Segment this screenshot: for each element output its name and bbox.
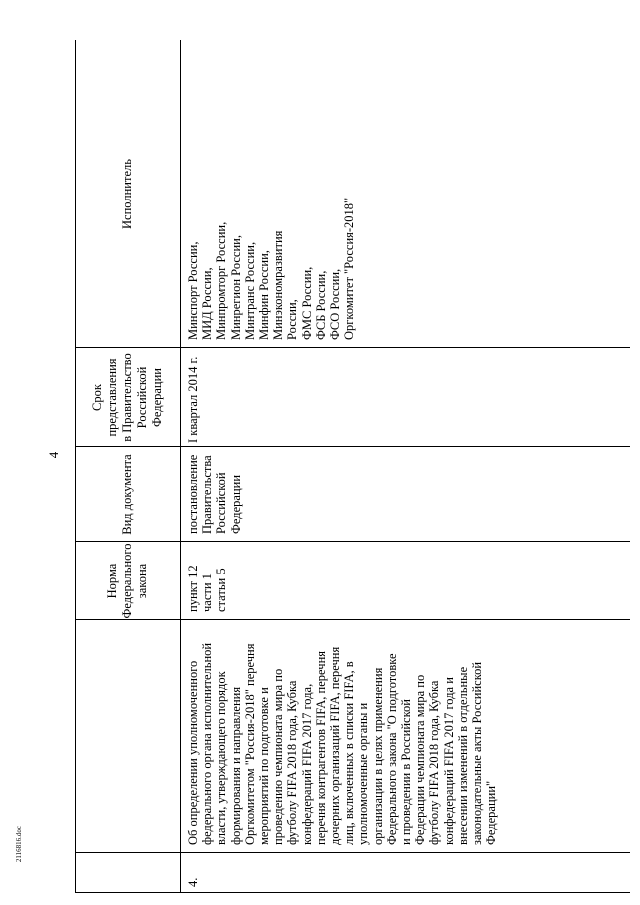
- row-executor: Минспорт России, МИД России, Минпромторг России, Минрегион России, Минтранс России, Минфин России, Минэкономразвития России, ФМС России, ФСБ России, ФСО России, Оргкомитет "Россия-2018": [186, 197, 357, 340]
- table-rotated-content: [75, 40, 630, 893]
- header-bottom-border: [180, 40, 181, 893]
- row-title: Об определении уполномоченного федерального органа исполнительной власти, утверждающего порядок формирования и направления Оргкомитетом "Россия-2018" перечня мероприятий по подготовке и проведению чемпионата мира по футболу FIFA 2018 года, Кубка конфедераций FIFA 2017 года, перечня контрагентов FIFA, перечня дочерних организаций FIFA, перечня лиц, включенных в списки FIFA, в уполномоченные органы и организации в целях применения Федерального закона "О подготовке и проведении в Российской Федерации чемпионата мира по футболу FIFA 2018 года, Кубка конфедераций FIFA 2017 года и внесении изменений в отдельные законодательные акты Российской Федерации": [186, 642, 499, 845]
- header-law-norm: Норма Федерального закона: [105, 543, 149, 619]
- row-doc-type: постановление Правительства Российской Федерации: [186, 454, 243, 534]
- table: [75, 40, 630, 893]
- header-deadline: Срок представления в Правительство Российской Федерации: [90, 353, 164, 442]
- header-executor: Исполнитель: [120, 159, 134, 229]
- row-law-norm: пункт 12 части 1 статьи 5: [186, 565, 229, 612]
- page-number: 4: [46, 451, 61, 459]
- header-doc-type: Вид документа: [120, 454, 134, 535]
- row-deadline: I квартал 2014 г.: [186, 356, 200, 443]
- header-title: [75, 620, 180, 853]
- row-number: 4.: [186, 877, 200, 887]
- footer-doc-code: 2116816.doc: [15, 825, 23, 863]
- header-number: [75, 853, 180, 893]
